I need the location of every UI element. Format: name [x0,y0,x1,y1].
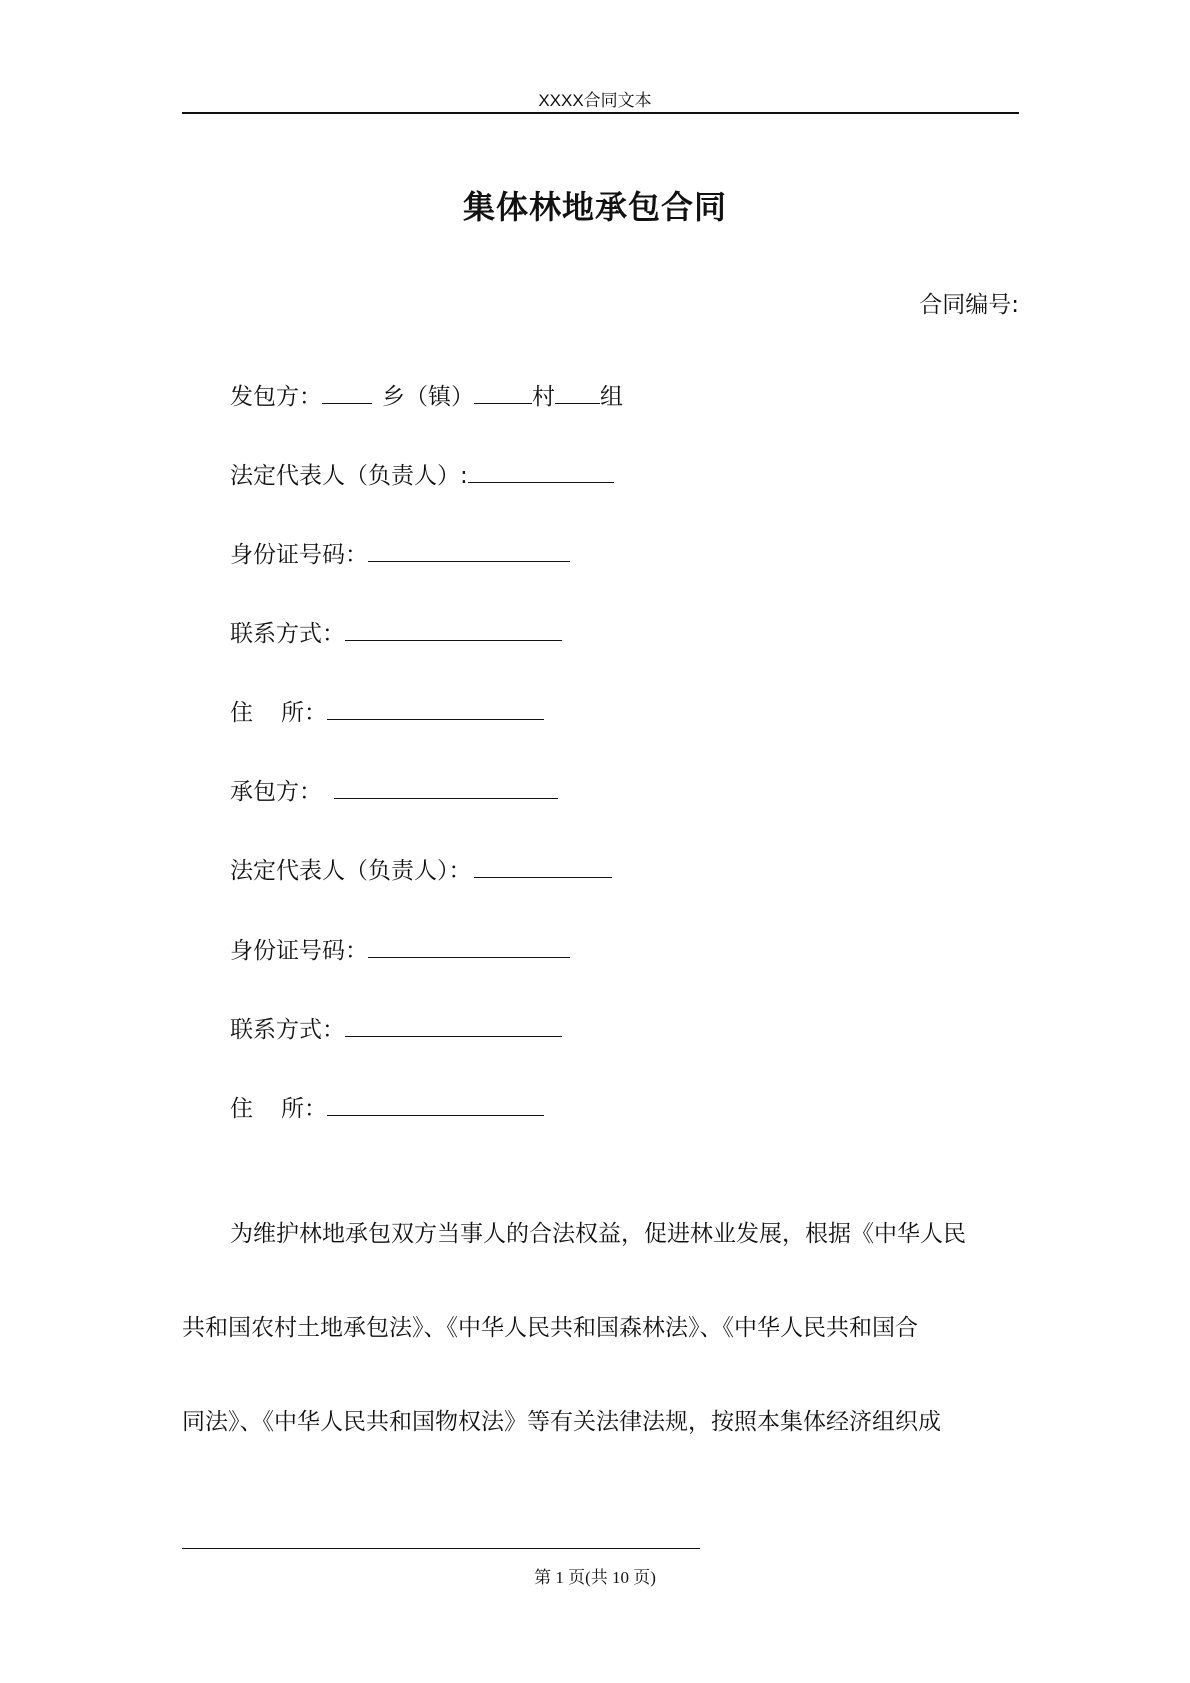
field-address-2 [230,1093,544,1124]
field-contact-2 [230,1014,562,1045]
blank-legal-rep-2[interactable] [474,855,612,878]
field-label: 乡（镇） [382,384,474,410]
blank-address-1[interactable] [327,697,544,720]
page-header: XXXX合同文本 [538,91,652,110]
page-number: 第 1 页(共 10 页) [534,1568,656,1587]
field-label: 所： [281,700,327,726]
field-label: 住 [230,700,253,726]
blank-group[interactable] [555,381,600,404]
body-line-1: 为维护林地承包双方当事人的合法权益，促进林业发展，根据《中华人民 [230,1221,966,1247]
field-label: 法定代表人（负责人）： [230,858,472,884]
field-legal-rep-2 [230,855,612,886]
blank-address-2[interactable] [327,1093,544,1116]
field-label: 身份证号码： [230,938,368,964]
blank-id-number-1[interactable] [368,539,570,562]
contract-number-label: 合同编号: [919,292,1019,318]
body-line-2: 共和国农村土地承包法》、《中华人民共和国森林法》、《中华人民共和国合 [182,1315,918,1341]
header-rule [182,112,1019,114]
field-label: 所： [281,1096,327,1122]
blank-contact-1[interactable] [345,618,562,641]
blank-contact-2[interactable] [345,1014,562,1037]
field-address-1 [230,697,544,728]
field-legal-rep-1 [230,460,614,491]
blank-village[interactable] [474,381,532,404]
blank-chengbao-party[interactable] [334,776,558,799]
blank-township[interactable] [322,381,372,404]
field-chengbao-party [230,776,558,807]
document-title: 集体林地承包合同 [462,188,727,226]
field-label: 住 [230,1096,253,1122]
field-id-number-2 [230,935,570,966]
field-fabao-party [230,381,623,412]
footer-rule [182,1548,700,1549]
field-label: 联系方式： [230,621,345,647]
field-contact-1 [230,618,562,649]
field-label: 承包方： [230,779,322,805]
field-label: 发包方： [230,384,322,410]
blank-id-number-2[interactable] [368,935,570,958]
field-id-number-1 [230,539,570,570]
field-label: 组 [600,384,623,410]
field-label: 联系方式： [230,1017,345,1043]
field-label: 村 [532,384,555,410]
field-label: 法定代表人（负责人）: [230,463,468,489]
blank-legal-rep-1[interactable] [468,460,614,483]
field-label: 身份证号码： [230,542,368,568]
body-line-3: 同法》、《中华人民共和国物权法》等有关法律法规，按照本集体经济组织成 [182,1409,941,1435]
